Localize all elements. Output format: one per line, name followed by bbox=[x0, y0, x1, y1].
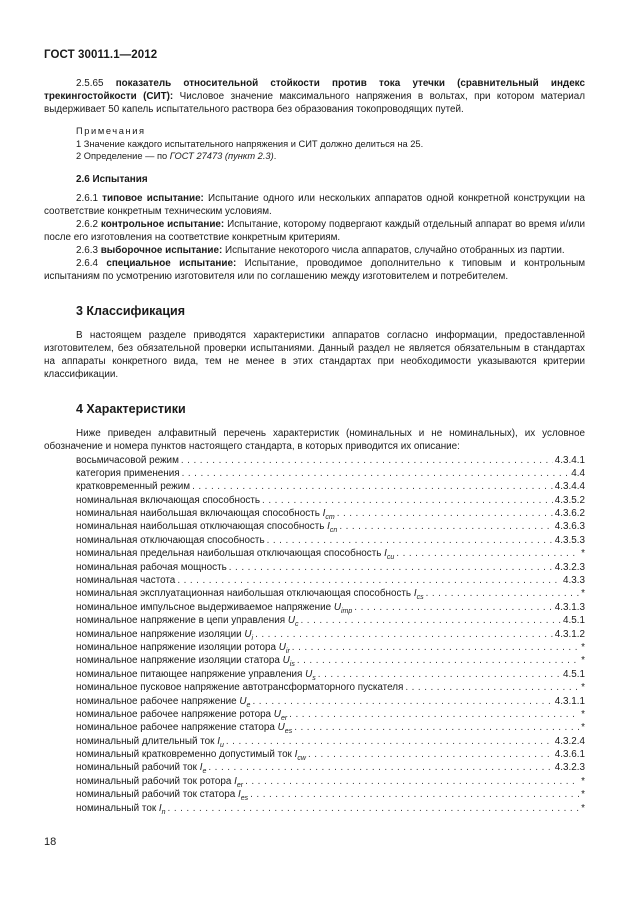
characteristic-symbol: U bbox=[239, 695, 247, 707]
dot-leader bbox=[229, 561, 553, 574]
clause-reference: 4.3.5.2 bbox=[554, 494, 585, 506]
characteristic-symbol-subscript: es bbox=[284, 728, 293, 736]
characteristic-symbol: I bbox=[413, 588, 417, 600]
clause-number: 2.6.2 bbox=[76, 218, 101, 230]
characteristic-symbol-subscript: er bbox=[280, 714, 288, 722]
dot-leader bbox=[255, 628, 553, 641]
list-item bbox=[44, 520, 585, 533]
characteristic-term bbox=[76, 467, 180, 480]
clause-reference: 4.3.6.2 bbox=[554, 508, 585, 520]
dot-leader bbox=[426, 587, 580, 600]
list-item bbox=[44, 601, 585, 614]
characteristic-symbol: I bbox=[294, 749, 298, 761]
characteristic-symbol-subscript: e bbox=[246, 701, 251, 709]
clause-reference: * bbox=[581, 789, 585, 801]
list-item bbox=[44, 802, 585, 815]
note-1: 1 Значение каждого испытательного напряжения и СИТ должно делиться на 25. bbox=[76, 138, 424, 149]
section-4-intro: Ниже приведен алфавитный перечень характеристик (номинальных и не номинальных), их условное обозначение и номера пунктов настоящего стандарта, в которых приводится их описание: bbox=[44, 427, 585, 452]
notes-title: Примечания bbox=[76, 126, 146, 136]
clause-term: выборочное испытание: bbox=[100, 244, 223, 256]
characteristic-name: номинальная частота bbox=[76, 575, 176, 587]
dot-leader bbox=[405, 681, 579, 694]
dot-leader bbox=[226, 735, 553, 748]
characteristic-symbol-subscript: er bbox=[236, 781, 244, 789]
characteristic-symbol: U bbox=[273, 708, 281, 720]
characteristic-name: кратковременный режим bbox=[76, 481, 191, 493]
characteristic-symbol-subscript: es bbox=[240, 795, 249, 803]
list-item bbox=[44, 454, 585, 467]
characteristic-symbol: I bbox=[199, 762, 203, 774]
characteristic-term bbox=[76, 802, 166, 819]
characteristic-symbol: I bbox=[322, 508, 326, 520]
list-item bbox=[44, 695, 585, 708]
characteristic-name: номинальное рабочее напряжение ротора bbox=[76, 708, 274, 720]
list-item bbox=[44, 547, 585, 560]
list-item bbox=[44, 614, 585, 627]
list-item bbox=[44, 534, 585, 547]
list-item bbox=[44, 494, 585, 507]
section-heading-4: 4 Характеристики bbox=[76, 401, 186, 416]
characteristic-term bbox=[76, 561, 227, 574]
subsection-heading-2-6: 2.6 Испытания bbox=[76, 173, 148, 185]
list-item bbox=[44, 708, 585, 721]
clause-reference: * bbox=[581, 802, 585, 814]
clause-reference: 4.3.2.4 bbox=[554, 735, 585, 747]
clause-reference: 4.3.2.3 bbox=[554, 561, 585, 573]
list-item bbox=[44, 654, 585, 667]
characteristic-term bbox=[76, 574, 175, 587]
dot-leader bbox=[297, 654, 579, 667]
dot-leader bbox=[267, 534, 553, 547]
clause-reference: 4.3.1.3 bbox=[554, 601, 585, 613]
characteristic-symbol-subscript: i bbox=[251, 634, 254, 642]
dot-leader bbox=[168, 802, 580, 815]
list-item bbox=[44, 761, 585, 774]
dot-leader bbox=[250, 788, 579, 801]
clause-reference: * bbox=[581, 655, 585, 667]
clause-reference: 4.3.2.3 bbox=[554, 762, 585, 774]
notes-block bbox=[44, 125, 585, 163]
dot-leader bbox=[208, 761, 552, 774]
characteristic-name: номинальное рабочее напряжение bbox=[76, 695, 240, 707]
characteristic-symbol: U bbox=[278, 641, 286, 653]
clause-reference: * bbox=[581, 682, 585, 694]
clause-term: специальное испытание: bbox=[106, 257, 237, 269]
characteristic-symbol: U bbox=[282, 655, 290, 667]
list-item bbox=[44, 721, 585, 734]
section-heading-3: 3 Классификация bbox=[76, 303, 186, 318]
dot-leader bbox=[337, 507, 553, 520]
characteristic-name: номинальное пусковое напряжение автотрансформаторного пускателя bbox=[76, 682, 404, 694]
characteristic-name: номинальный длительный ток bbox=[76, 735, 218, 747]
list-item bbox=[44, 574, 585, 587]
clause-text: Испытание, которому подвергают каждый отдельный аппарат во время и/или после его изготовления на соответствие конкретным критериям. bbox=[44, 218, 585, 243]
characteristic-term bbox=[76, 681, 403, 694]
characteristic-symbol-subscript: is bbox=[289, 661, 295, 669]
dot-leader bbox=[245, 775, 579, 788]
list-item bbox=[44, 480, 585, 493]
dot-leader bbox=[318, 668, 561, 681]
dot-leader bbox=[252, 695, 552, 708]
dot-leader bbox=[396, 547, 579, 560]
dot-leader bbox=[339, 520, 552, 533]
clause-number: 2.5.65 bbox=[76, 78, 116, 89]
characteristic-name: номинальный рабочий ток статора bbox=[76, 789, 238, 801]
document-body bbox=[44, 77, 585, 815]
list-item bbox=[44, 668, 585, 681]
characteristic-name: номинальное питающее напряжение управления bbox=[76, 668, 306, 680]
note-2-suffix: . bbox=[273, 151, 277, 161]
dot-leader bbox=[354, 601, 553, 614]
list-item bbox=[44, 641, 585, 654]
characteristic-symbol: I bbox=[384, 548, 387, 560]
clause-2-6-4 bbox=[44, 257, 585, 283]
characteristic-symbol: U bbox=[287, 615, 295, 627]
characteristic-term bbox=[76, 480, 190, 493]
characteristic-symbol: U bbox=[244, 628, 252, 640]
list-item bbox=[44, 507, 585, 520]
clause-text: Испытание одного или нескольких аппаратов одной конкретной конструкции на соответствие конкретным техническим условиям. bbox=[44, 192, 585, 217]
clause-text: Испытание некоторого числа аппаратов, случайно отобранных из партии. bbox=[222, 244, 565, 256]
characteristic-name: номинальный ток bbox=[76, 802, 159, 814]
list-item bbox=[44, 587, 585, 600]
characteristic-name: номинальное напряжение в цепи управления bbox=[76, 615, 288, 627]
note-2 bbox=[76, 150, 585, 163]
list-item bbox=[44, 681, 585, 694]
characteristic-name: номинальная наибольшая отключающая способность bbox=[76, 521, 328, 533]
characteristic-symbol-subscript: c bbox=[295, 621, 299, 629]
characteristic-name: номинальное напряжение изоляции bbox=[76, 628, 245, 640]
list-item bbox=[44, 748, 585, 761]
dot-leader bbox=[262, 494, 553, 507]
dot-leader bbox=[177, 574, 561, 587]
characteristic-symbol: I bbox=[234, 775, 237, 787]
characteristic-symbol: I bbox=[217, 735, 220, 747]
clause-reference: 4.3.4.1 bbox=[554, 454, 585, 466]
clause-term: типовое испытание: bbox=[102, 192, 204, 204]
clause-number: 2.6.1 bbox=[76, 192, 103, 204]
characteristic-symbol: U bbox=[333, 601, 341, 613]
characteristic-symbol-subscript: s bbox=[312, 674, 316, 682]
clause-reference: * bbox=[581, 641, 585, 653]
dot-leader bbox=[182, 467, 570, 480]
section-3-text: В настоящем разделе приводятся характеристики аппаратов согласно информации, предоставленной изготовителем, без обязательной проверки испытаниями. Данный раздел не является обязательным в стандартах на аппараты конкретного вида, тем не менее в этих стандартах при необходимости указываются критерии классификации. bbox=[44, 329, 585, 380]
characteristic-name: восьмичасовой режим bbox=[76, 454, 179, 466]
dot-leader bbox=[181, 454, 553, 467]
dot-leader bbox=[294, 721, 579, 734]
clause-term: показатель относительной стойкости против тока утечки (сравнительный индекс трекингостойкости (СИТ): bbox=[44, 78, 585, 102]
characteristic-term bbox=[76, 454, 179, 467]
characteristic-symbol: U bbox=[305, 668, 313, 680]
characteristic-name: номинальная рабочая мощность bbox=[76, 561, 227, 573]
clause-2-6-1 bbox=[44, 192, 585, 218]
dot-leader bbox=[308, 748, 553, 761]
characteristic-symbol: I bbox=[327, 521, 330, 533]
dot-leader bbox=[301, 614, 562, 627]
characteristic-name: номинальное напряжение изоляции ротора bbox=[76, 641, 279, 653]
characteristic-name: номинальная отключающая способность bbox=[76, 534, 265, 546]
list-item bbox=[44, 775, 585, 788]
characteristic-name: номинальное рабочее напряжение статора bbox=[76, 722, 278, 734]
clause-2-5-65 bbox=[44, 77, 585, 116]
characteristic-term bbox=[76, 534, 265, 547]
characteristic-name: номинальная включающая способность bbox=[76, 494, 261, 506]
clause-reference: 4.3.1.2 bbox=[554, 628, 585, 640]
clause-reference: * bbox=[581, 708, 585, 720]
clause-reference: 4.3.1.1 bbox=[554, 695, 585, 707]
clause-reference: 4.3.6.1 bbox=[554, 749, 585, 761]
characteristics-list bbox=[44, 454, 585, 816]
clause-reference: * bbox=[581, 588, 585, 600]
characteristic-symbol-subscript: e bbox=[202, 768, 207, 776]
clause-reference: * bbox=[581, 548, 585, 560]
characteristic-name: номинальное напряжение изоляции статора bbox=[76, 655, 283, 667]
characteristic-symbol-subscript: cm bbox=[325, 514, 335, 522]
clause-reference: 4.3.4.4 bbox=[554, 481, 585, 493]
list-item bbox=[44, 788, 585, 801]
clause-2-6-2 bbox=[44, 218, 585, 244]
characteristic-symbol-subscript: cw bbox=[297, 755, 306, 763]
clause-reference: 4.3.3 bbox=[563, 575, 585, 587]
characteristic-name: номинальная предельная наибольшая отключающая способность bbox=[76, 548, 385, 560]
clause-term: контрольное испытание: bbox=[100, 218, 225, 230]
clause-text: Испытание, проводимое дополнительно к типовым и контрольным испытаниям по усмотрению изготовителя или по соглашению между изготовителем и потребителем. bbox=[44, 257, 585, 282]
characteristic-name: номинальное импульсное выдерживаемое напряжение bbox=[76, 601, 334, 613]
characteristic-symbol-subscript: cs bbox=[416, 594, 424, 602]
dot-leader bbox=[289, 708, 579, 721]
clause-reference: 4.3.6.3 bbox=[554, 521, 585, 533]
characteristic-symbol-subscript: imp bbox=[341, 607, 353, 615]
clause-reference: 4.5.1 bbox=[563, 615, 585, 627]
characteristic-symbol-subscript: cu bbox=[386, 554, 395, 562]
clause-text: Числовое значение максимального напряжения в вольтах, при котором материал выдерживает 50 капель испытательного раствора без образования токопроводящих путей. bbox=[44, 91, 585, 115]
characteristic-symbol: I bbox=[158, 802, 162, 814]
clause-reference: * bbox=[581, 775, 585, 787]
note-2-reference: ГОСТ 27473 (пункт 2.3) bbox=[169, 151, 274, 161]
characteristic-symbol-subscript: ir bbox=[285, 647, 290, 655]
characteristic-symbol: I bbox=[237, 789, 241, 801]
list-item bbox=[44, 561, 585, 574]
clause-2-6-3 bbox=[44, 244, 585, 257]
list-item bbox=[44, 628, 585, 641]
dot-leader bbox=[292, 641, 579, 654]
note-2-prefix: 2 Определение — по bbox=[76, 151, 170, 161]
clause-reference: 4.4 bbox=[571, 467, 585, 479]
page-number: 18 bbox=[44, 836, 57, 848]
characteristic-name: номинальный рабочий ток ротора bbox=[76, 775, 235, 787]
standard-header: ГОСТ 30011.1—2012 bbox=[44, 49, 158, 61]
dot-leader bbox=[192, 480, 553, 493]
characteristic-symbol: U bbox=[277, 722, 285, 734]
characteristic-name: номинальная эксплуатационная наибольшая отключающая способность bbox=[76, 588, 414, 600]
characteristic-term bbox=[76, 494, 260, 507]
characteristic-name: номинальная наибольшая включающая способность bbox=[76, 508, 323, 520]
list-item bbox=[44, 467, 585, 480]
clause-reference: * bbox=[581, 722, 585, 734]
characteristic-name: категория применения bbox=[76, 467, 180, 479]
characteristic-name: номинальный кратковременно допустимый ток bbox=[76, 749, 295, 761]
clause-number: 2.6.4 bbox=[76, 257, 107, 269]
list-item bbox=[44, 735, 585, 748]
characteristic-symbol-subscript: n bbox=[161, 808, 166, 816]
characteristic-symbol-subscript: u bbox=[219, 741, 224, 749]
clause-reference: 4.3.5.3 bbox=[554, 534, 585, 546]
clause-reference: 4.5.1 bbox=[563, 668, 585, 680]
characteristic-symbol-subscript: cn bbox=[329, 527, 338, 535]
characteristic-name: номинальный рабочий ток bbox=[76, 762, 200, 774]
clause-number: 2.6.3 bbox=[76, 244, 101, 256]
